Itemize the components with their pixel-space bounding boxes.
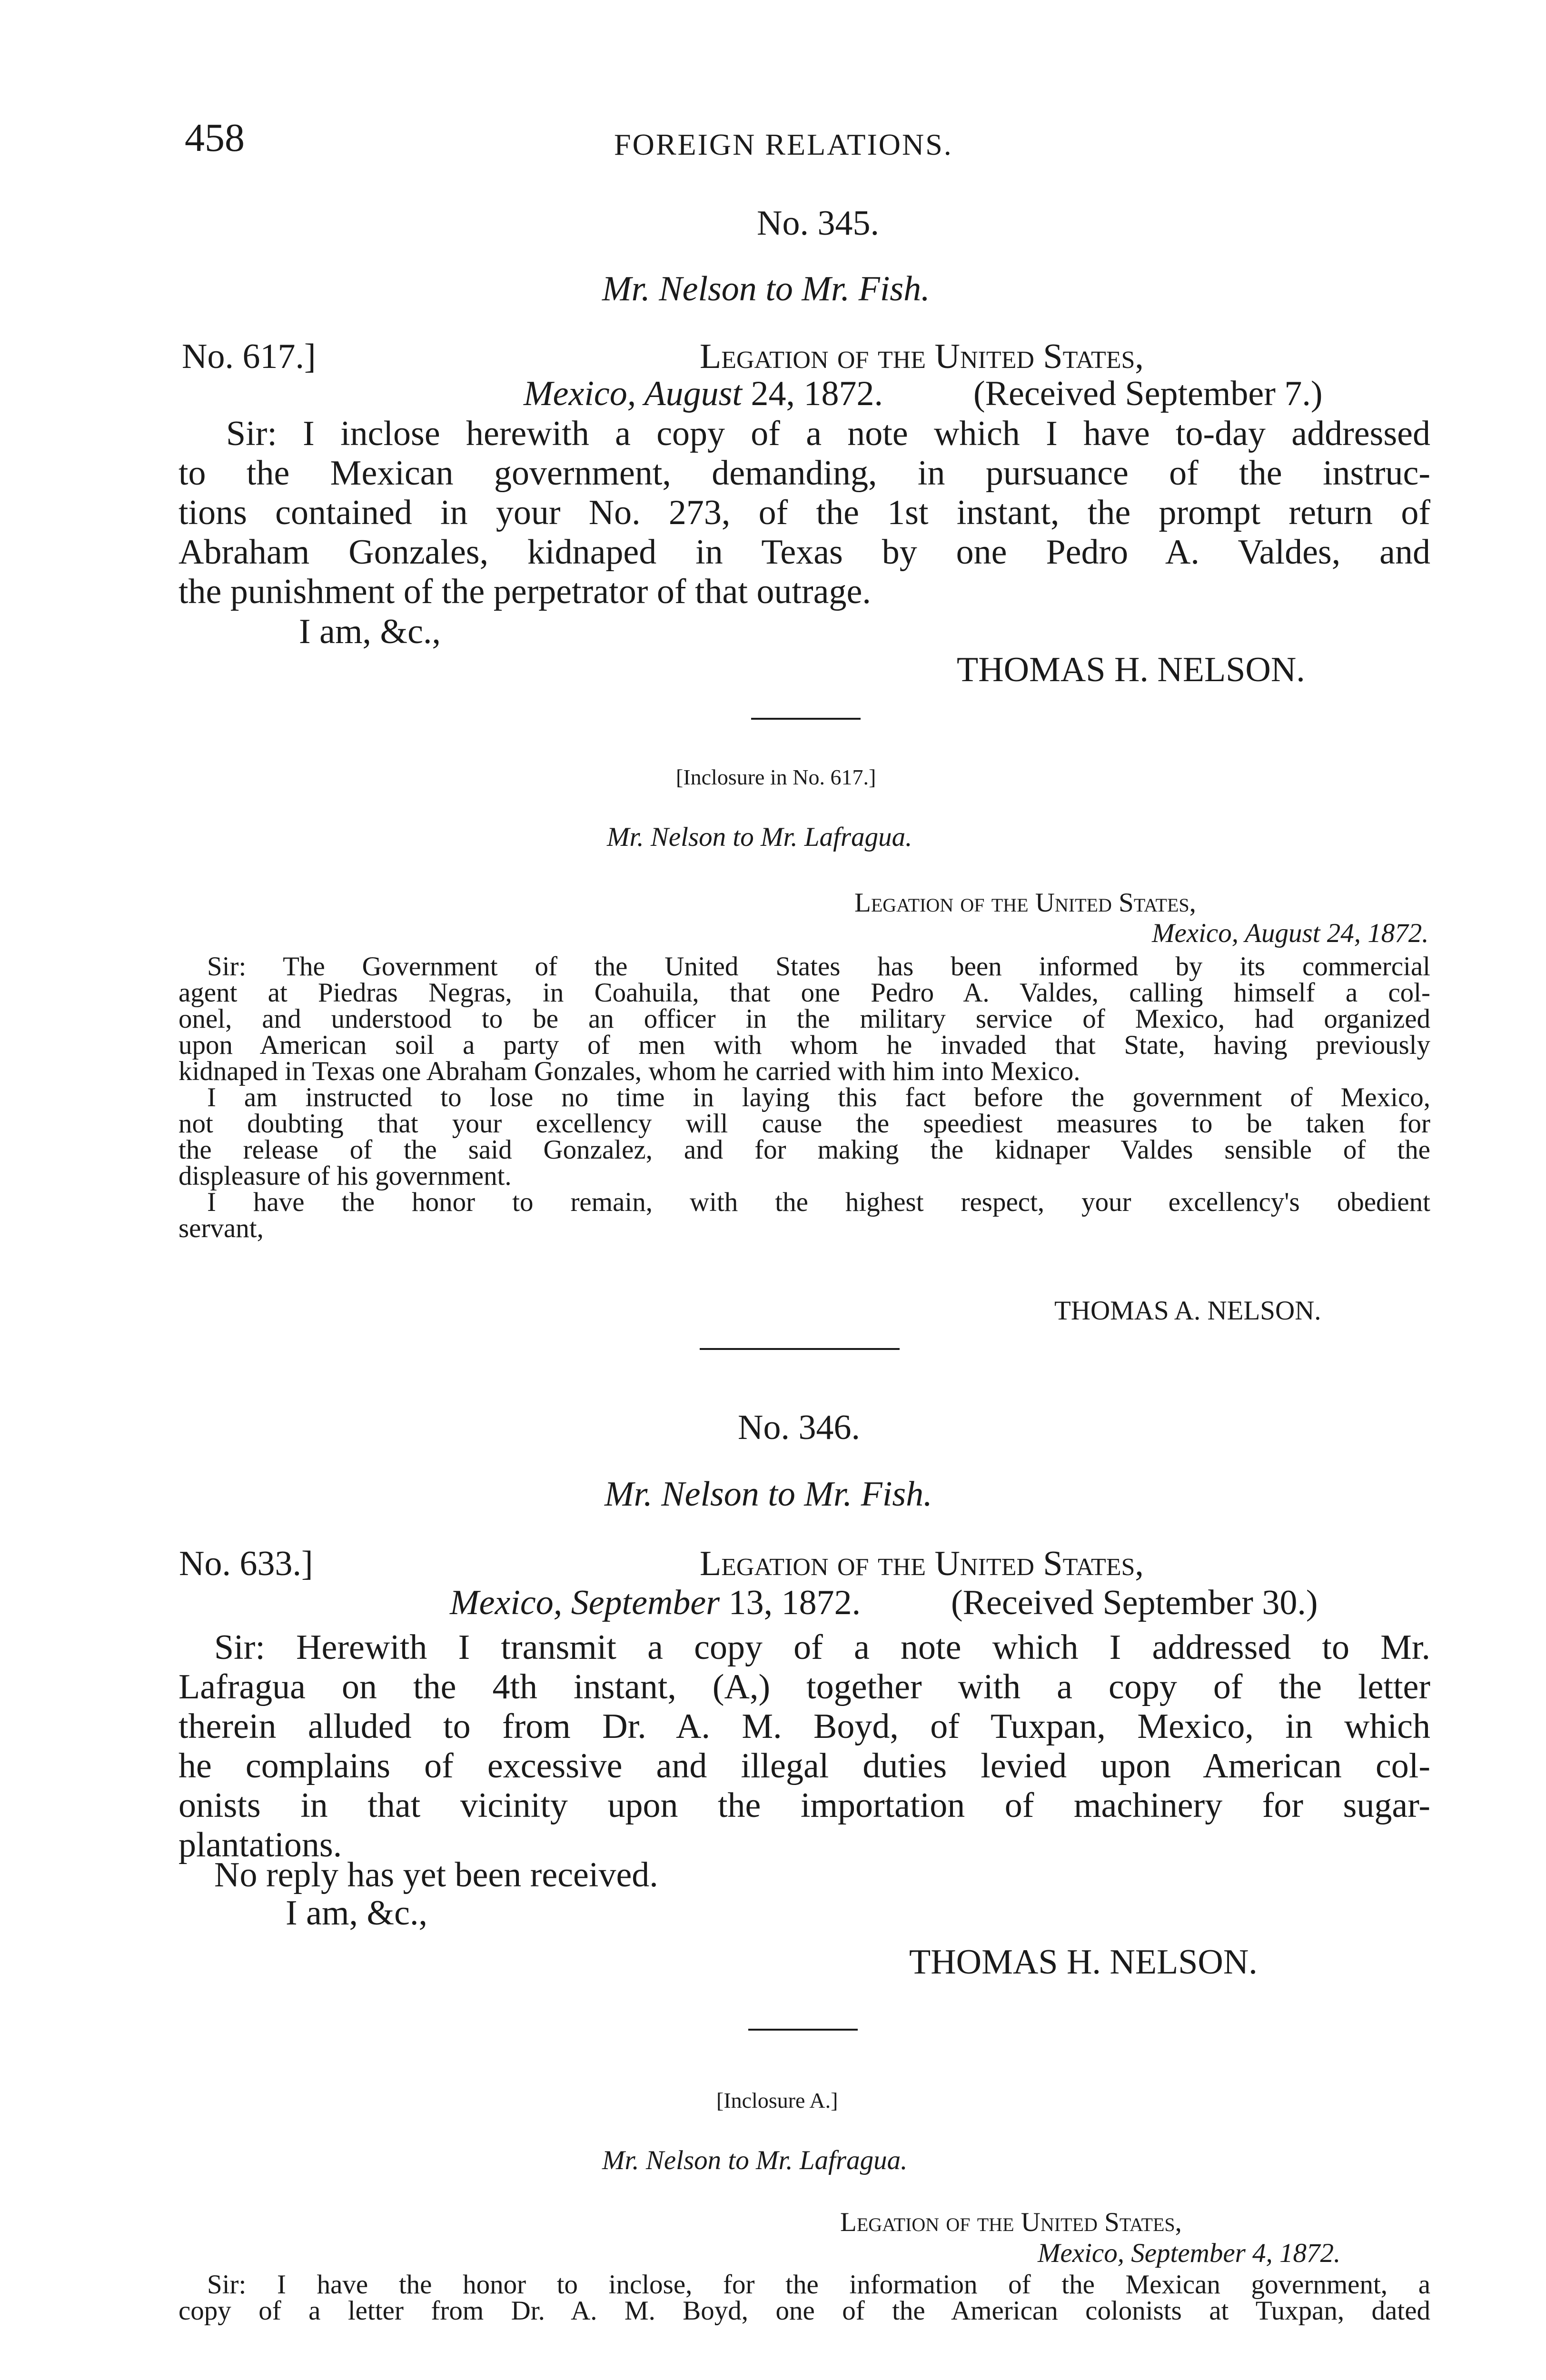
inclosure-body-617: [178, 953, 1430, 1241]
body-line: the release of the said Gonzalez, and for making the kidnaper Valdes sensible of the: [178, 1135, 1430, 1165]
divider: [751, 718, 861, 720]
body-line: onel, and understood to be an officer in the military service of Mexico, had organized: [178, 1004, 1430, 1034]
body-line: I am instructed to lose no time in laying this fact before the government of Mexico,: [207, 1082, 1430, 1112]
document-number-346: No. 346.: [738, 1408, 860, 1447]
received-note-346: (Received September 30.): [951, 1583, 1318, 1622]
inclosure-date-text: Mexico, August 24, 1872.: [1152, 918, 1429, 948]
date-place: Mexico, August: [524, 374, 742, 413]
dateline-346: [450, 1585, 861, 1620]
page-number: 458: [185, 116, 245, 160]
body-line: tions contained in your No. 273, of the 1st instant, the prompt return of: [178, 493, 1430, 532]
running-title: FOREIGN RELATIONS.: [614, 128, 953, 161]
body-line: Sir: I inclose herewith a copy of a note which I have to-day addressed: [226, 414, 1430, 453]
inclosure-title-617: [607, 823, 912, 851]
date-place: Mexico, September: [450, 1583, 720, 1622]
title-from: Mr. Nelson: [605, 1475, 759, 1514]
legation-heading-346: Legation of the United States,: [700, 1544, 1144, 1583]
inclosure-label-617: [Inclosure in No. 617.]: [676, 765, 876, 789]
signature-345: THOMAS H. NELSON.: [957, 650, 1305, 689]
inclosure-title-text: Mr. Nelson to Mr. Lafragua.: [602, 2145, 908, 2175]
inclosure-legation-617: Legation of the United States,: [854, 888, 1196, 918]
body-line: displeasure of his government.: [178, 1161, 512, 1191]
body-line: Lafragua on the 4th instant, (A,) together with a copy of the letter: [178, 1667, 1430, 1706]
dateline-345: [524, 376, 883, 411]
legation-heading-345: Legation of the United States,: [700, 337, 1144, 376]
inclosure-body-a: [178, 2271, 1430, 2324]
inclosure-date-text: Mexico, September 4, 1872.: [1038, 2238, 1341, 2268]
inclosure-legation-a: Legation of the United States,: [840, 2207, 1182, 2237]
document-title-346: [605, 1477, 932, 1512]
body-line: not doubting that your excellency will cause the speediest measures to be taken for: [178, 1109, 1430, 1139]
date-rest: 24, 1872.: [742, 374, 883, 413]
closing-346: I am, &c.,: [286, 1894, 427, 1933]
divider: [748, 2029, 858, 2031]
inclosure-label-a: [Inclosure A.]: [716, 2088, 838, 2112]
inclosure-title-text: Mr. Nelson to Mr. Lafragua.: [607, 822, 912, 852]
body-line: Sir: The Government of the United States has been informed by its commercial: [207, 952, 1430, 982]
body-line: agent at Piedras Negras, in Coahuila, that one Pedro A. Valdes, calling himself a col-: [178, 978, 1430, 1008]
body-line: the punishment of the perpetrator of that outrage.: [178, 572, 871, 611]
body-line: plantations.: [178, 1825, 342, 1864]
date-rest: 13, 1872.: [720, 1583, 861, 1622]
inclosure-date-a: [1038, 2240, 1340, 2267]
body-line: upon American soil a party of men with whom he invaded that State, having previously: [178, 1030, 1430, 1060]
inclosure-date-617: [1152, 920, 1429, 947]
document-number-345: No. 345.: [757, 204, 879, 243]
body-line: servant,: [178, 1213, 264, 1243]
body-line: Sir: Herewith I transmit a copy of a note which I addressed to Mr.: [214, 1628, 1430, 1667]
reply-note-346: No reply has yet been received.: [214, 1855, 658, 1894]
reference-number-633: No. 633.]: [179, 1544, 313, 1583]
body-line: kidnaped in Texas one Abraham Gonzales, whom he carried with him into Mexico.: [178, 1056, 1080, 1086]
body-line: I have the honor to remain, with the highest respect, your excellency's obedient: [207, 1187, 1430, 1217]
divider: [700, 1348, 900, 1350]
reference-number-617: No. 617.]: [182, 337, 316, 376]
title-from: Mr. Nelson: [602, 269, 757, 308]
letter-body-346: [178, 1628, 1430, 1865]
body-line: onists in that vicinity upon the importation of machinery for sugar-: [178, 1786, 1430, 1825]
title-to: Mr. Fish.: [802, 269, 930, 308]
body-line: Abraham Gonzales, kidnaped in Texas by one Pedro A. Valdes, and: [178, 533, 1430, 572]
letter-body-345: [178, 414, 1430, 612]
body-line: to the Mexican government, demanding, in pursuance of the instruc-: [178, 454, 1430, 493]
body-line: he complains of excessive and illegal duties levied upon American col-: [178, 1746, 1430, 1785]
signature-346: THOMAS H. NELSON.: [909, 1943, 1258, 1982]
title-to: Mr. Fish.: [804, 1475, 932, 1514]
title-mid: to: [756, 269, 802, 308]
body-line: therein alluded to from Dr. A. M. Boyd, of Tuxpan, Mexico, in which: [178, 1707, 1430, 1746]
title-mid: to: [759, 1475, 804, 1514]
body-line: copy of a letter from Dr. A. M. Boyd, one of the American colonists at Tuxpan, dated: [178, 2296, 1430, 2326]
inclosure-title-a: [602, 2147, 907, 2174]
closing-345: I am, &c.,: [299, 612, 441, 651]
inclosure-signature-617: THOMAS A. NELSON.: [1054, 1296, 1321, 1326]
document-title-345: [602, 271, 930, 307]
received-note-345: (Received September 7.): [973, 374, 1323, 413]
body-line: Sir: I have the honor to inclose, for the information of the Mexican government, a: [207, 2270, 1430, 2300]
